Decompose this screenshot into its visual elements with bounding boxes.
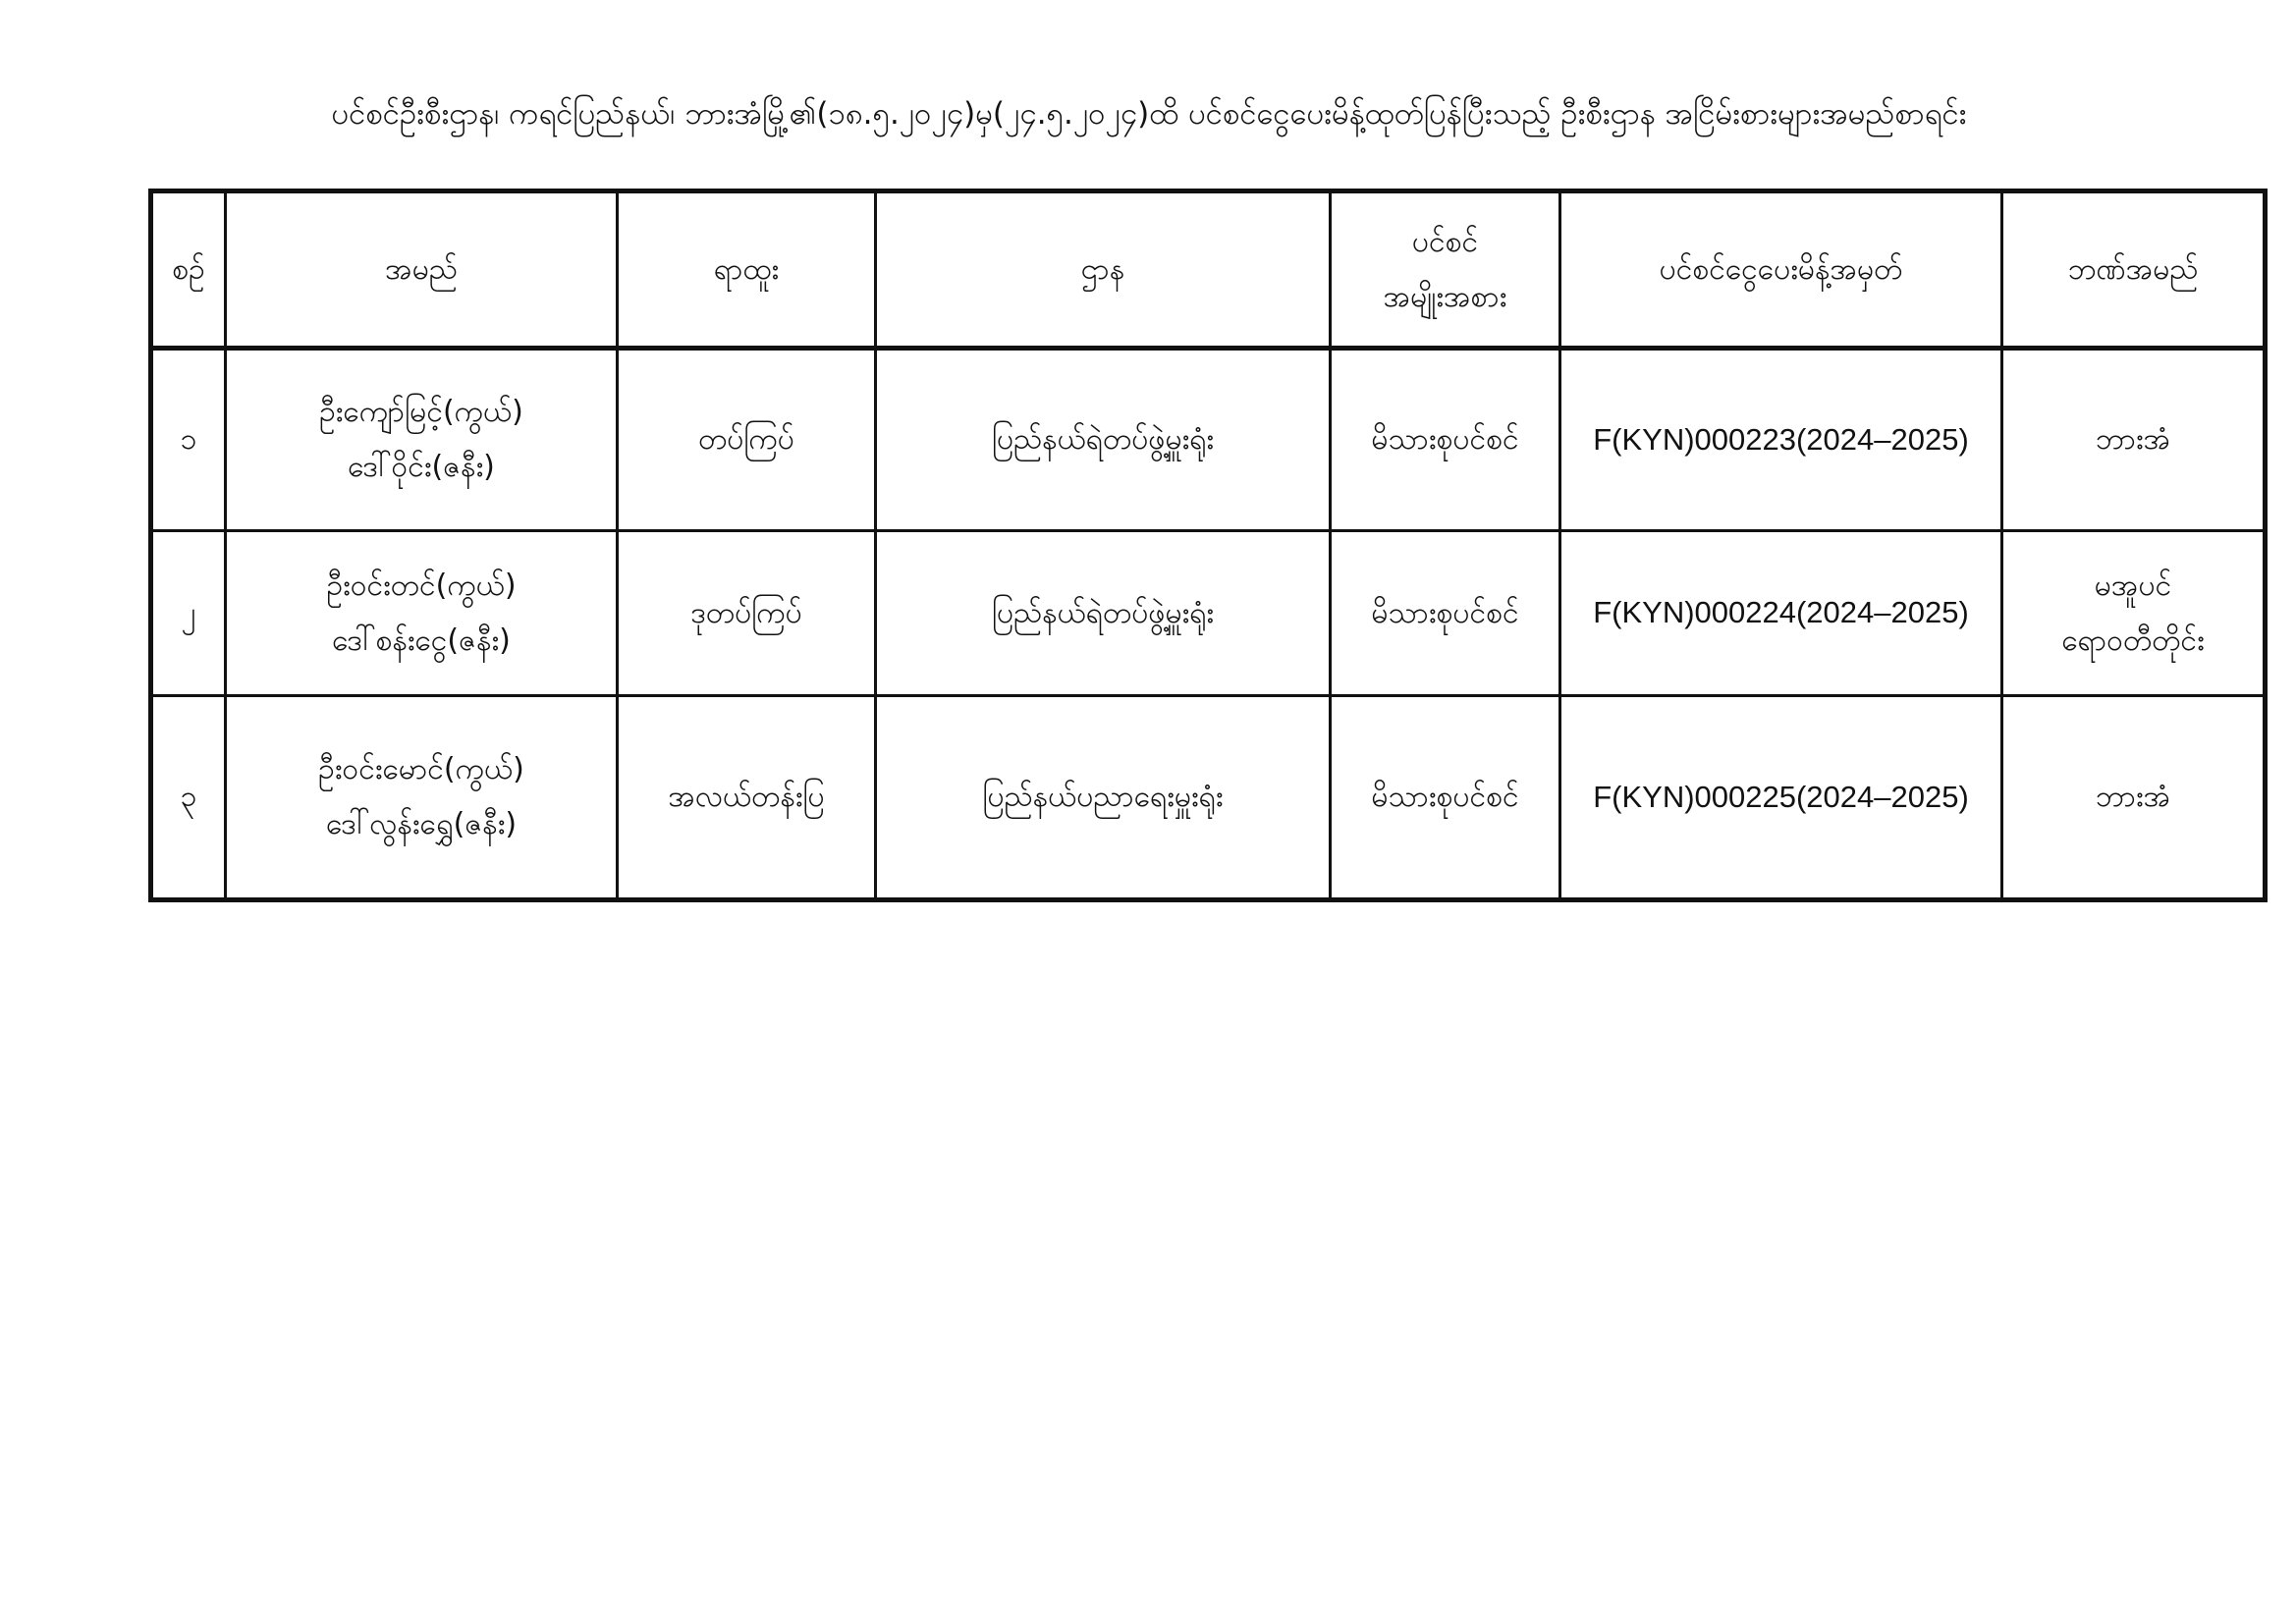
cell-rank: ဒုတပ်ကြပ် [618, 531, 876, 696]
header-pension-type-line1: ပင်စင် [1411, 224, 1479, 259]
cell-rank: တပ်ကြပ် [618, 349, 876, 531]
cell-pension-order-no [1560, 531, 2002, 696]
cell-name-line2: ဒေါ်ဝိုင်း(ဇနီး) [348, 450, 495, 484]
header-name: အမည် [226, 191, 618, 349]
cell-pension-type: မိသားစုပင်စင် [1331, 349, 1560, 531]
cell-bank-line1: ဘားအံ [2095, 780, 2171, 814]
header-rank: ရာထူး [618, 191, 876, 349]
page-title: ပင်စင်ဦးစီးဌာန၊ ကရင်ပြည်နယ်၊ ဘားအံမြို့၏(၁၈.၅.၂၀၂၄)မှ(၂၄.၅.၂၀၂၄)ထိ ပင်စင်ငွေပေးမိန့်ထုတ်ပြန်ပြီးသည့် ဦးစီးဌာန အငြိမ်းစားများအမည်စာရင်း [331, 96, 1967, 132]
cell-name-line1: ဦးဝင်းမောင်(ကွယ်) [318, 752, 524, 786]
cell-department: ပြည်နယ်ရဲတပ်ဖွဲ့မှူးရုံး [876, 349, 1331, 531]
cell-pension-order-no [1560, 349, 2002, 531]
header-bank-name: ဘဏ်အမည် [2002, 191, 2266, 349]
table-row [151, 531, 2266, 696]
cell-no: ၂ [151, 531, 226, 696]
header-department: ဌာန [876, 191, 1331, 349]
cell-bank-name [2002, 696, 2266, 900]
cell-name-line2: ဒေါ်စန်းငွေ(ဇနီး) [332, 623, 511, 658]
cell-bank-line1: ဘားအံ [2095, 422, 2171, 457]
cell-bank-line2: ရောဝတီတိုင်း [2061, 623, 2205, 658]
pension-list-table [148, 189, 2268, 902]
cell-bank-name [2002, 349, 2266, 531]
cell-pension-type: မိသားစုပင်စင် [1331, 531, 1560, 696]
header-pension-order-no: ပင်စင်ငွေပေးမိန့်အမှတ် [1560, 191, 2002, 349]
pension-order-code: F(KYN)000224(2024–2025) [1593, 595, 1969, 629]
cell-department: ပြည်နယ်ပညာရေးမှူးရုံး [876, 696, 1331, 900]
header-no: စဉ် [151, 191, 226, 349]
cell-no: ၃ [151, 696, 226, 900]
pension-order-code: F(KYN)000223(2024–2025) [1593, 421, 1969, 457]
cell-pension-order-no [1560, 696, 2002, 900]
cell-pension-type: မိသားစုပင်စင် [1331, 696, 1560, 900]
cell-name [226, 531, 618, 696]
table-header-row [151, 191, 2266, 349]
cell-name-line1: ဦးဝင်းတင်(ကွယ်) [326, 568, 517, 603]
cell-no: ၁ [151, 349, 226, 531]
pension-order-code: F(KYN)000225(2024–2025) [1593, 779, 1969, 814]
cell-bank-name [2002, 531, 2266, 696]
table-row [151, 349, 2266, 531]
cell-name [226, 349, 618, 531]
header-pension-type [1331, 191, 1560, 349]
table-row [151, 696, 2266, 900]
cell-name-line2: ဒေါ်လွန်းရွှေ(ဇနီး) [325, 807, 518, 841]
cell-rank: အလယ်တန်းပြ [618, 696, 876, 900]
cell-department: ပြည်နယ်ရဲတပ်ဖွဲ့မှူးရုံး [876, 531, 1331, 696]
cell-bank-line1: မအူပင် [2094, 568, 2172, 603]
cell-name [226, 696, 618, 900]
header-pension-type-line2: အမျိုးအစား [1383, 279, 1507, 314]
cell-name-line1: ဦးကျော်မြင့်(ကွယ်) [319, 395, 523, 429]
